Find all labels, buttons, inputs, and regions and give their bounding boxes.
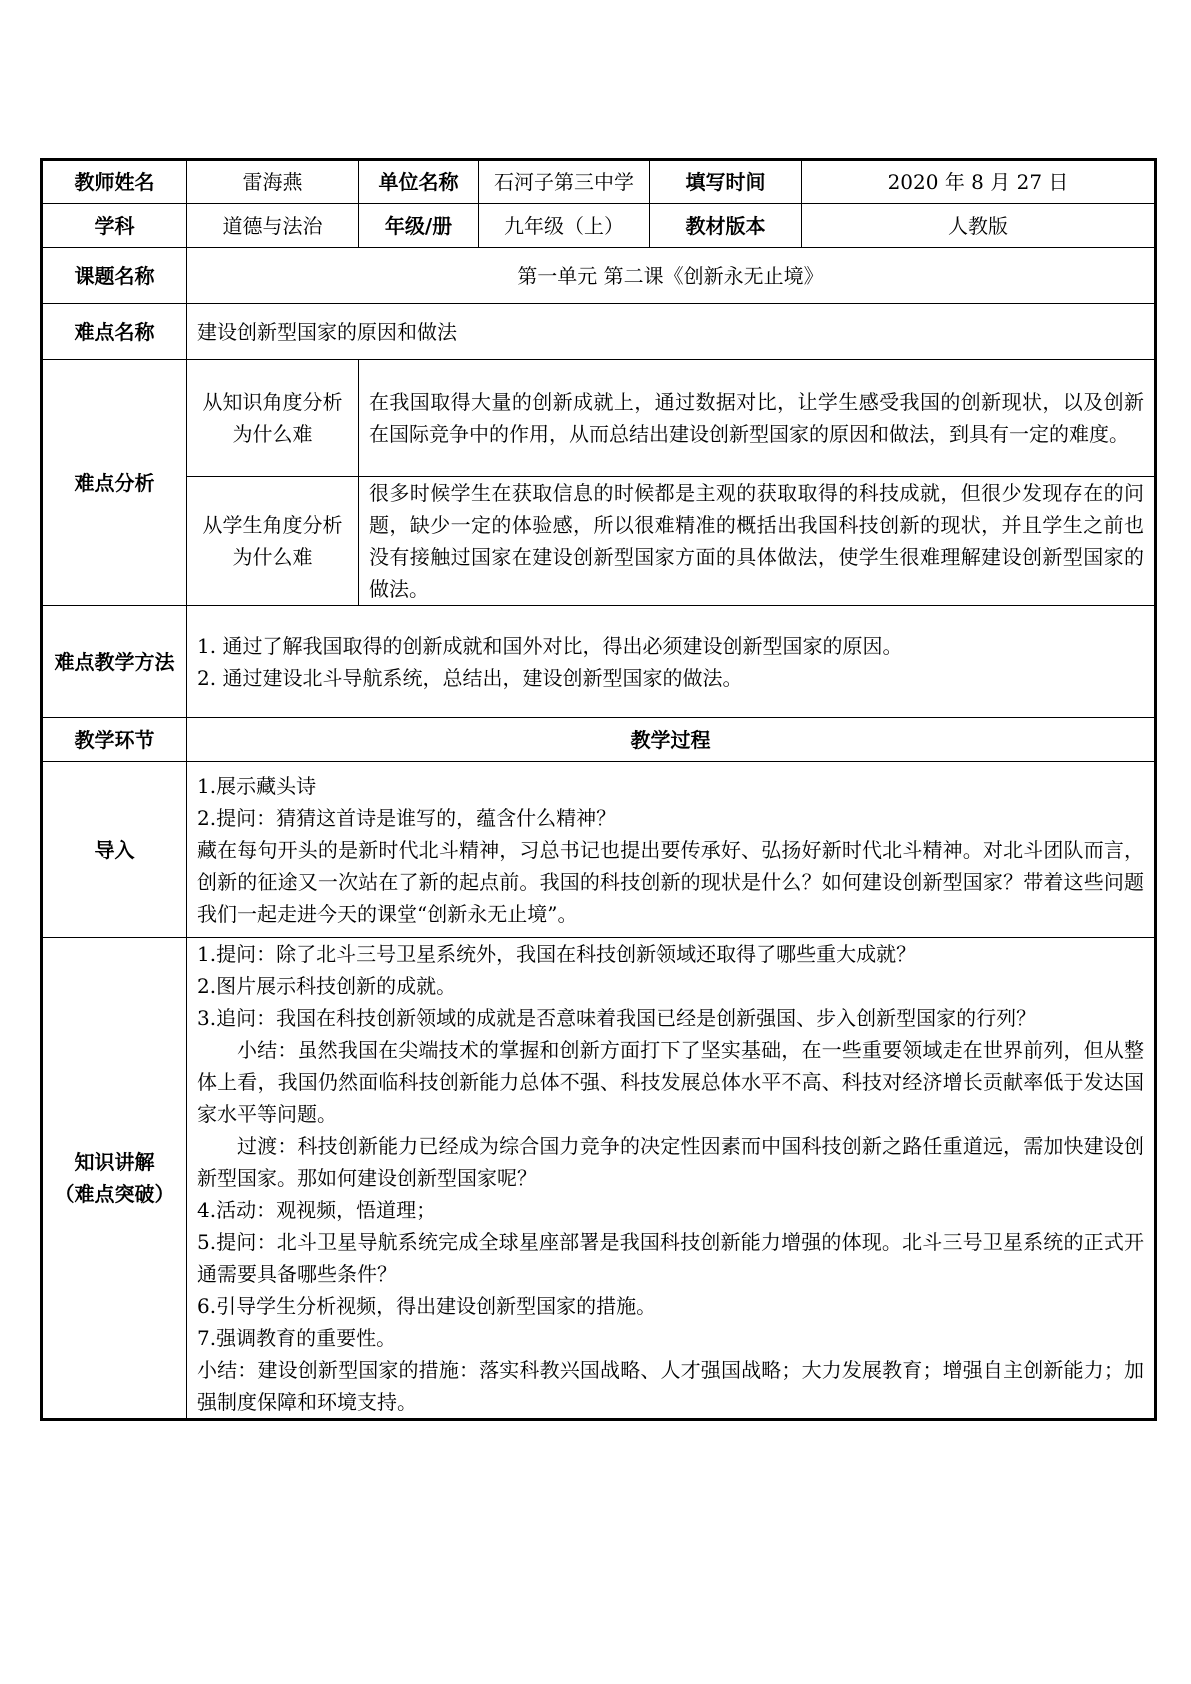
method-label: 难点教学方法 bbox=[42, 606, 187, 718]
grade-value: 九年级（上） bbox=[479, 204, 650, 248]
intro-line-2: 2.提问：猜猜这首诗是谁写的，蕴含什么精神？ bbox=[197, 805, 617, 830]
unit-name-label: 单位名称 bbox=[359, 160, 479, 204]
intro-line-3: 藏在每句开头的是新时代北斗精神，习总书记也提出要传承好、弘扬好新时代北斗精神。对北斗团队而言，创新的征途又一次站在了新的起点前。我国的科技创新的现状是什么？如何建设创新型国家？带着这些问题我们一起走进今天的课堂“创新永无止境”。 bbox=[197, 837, 1144, 926]
intro-content bbox=[187, 762, 1156, 938]
knowledge-angle-label bbox=[187, 360, 359, 477]
knowledge-angle-line-1: 从知识角度分析 bbox=[202, 390, 343, 414]
knowledge-summary-2: 小结：建设创新型国家的措施：落实科教兴国战略、人才强国战略；大力发展教育；增强自主创新能力；加强制度保障和环境支持。 bbox=[197, 1358, 1144, 1414]
topic-label: 课题名称 bbox=[42, 248, 187, 304]
subject-label: 学科 bbox=[42, 204, 187, 248]
knowledge-line-4: 4.活动：观视频，悟道理； bbox=[197, 1198, 437, 1222]
knowledge-content bbox=[187, 938, 1156, 1420]
knowledge-label bbox=[42, 938, 187, 1420]
fill-date-label: 填写时间 bbox=[650, 160, 802, 204]
difficulty-value: 建设创新型国家的原因和做法 bbox=[187, 304, 1156, 360]
knowledge-summary-1: 小结：虽然我国在尖端技术的掌握和创新方面打下了坚实基础，在一些重要领域走在世界前列，但从整体上看，我国仍然面临科技创新能力总体不强、科技发展总体水平不高、科技对经济增长贡献率低于发达国家水平等问题。 bbox=[197, 1038, 1144, 1126]
difficulty-label: 难点名称 bbox=[42, 304, 187, 360]
header-row-1 bbox=[42, 160, 1156, 204]
method-row bbox=[42, 606, 1156, 718]
stage-header-label: 教学环节 bbox=[42, 718, 187, 762]
knowledge-label-line-2: （难点突破） bbox=[54, 1182, 175, 1206]
edition-label: 教材版本 bbox=[650, 204, 802, 248]
lesson-plan-table bbox=[40, 158, 1157, 1421]
method-line-1: 1. 通过了解我国取得的创新成就和国外对比，得出必须建设创新型国家的原因。 bbox=[197, 633, 903, 658]
process-header-row bbox=[42, 718, 1156, 762]
teacher-name-value: 雷海燕 bbox=[187, 160, 359, 204]
grade-label: 年级/册 bbox=[359, 204, 479, 248]
analysis-student-row bbox=[42, 477, 1156, 606]
intro-line-1: 1.展示藏头诗 bbox=[197, 773, 317, 798]
knowledge-line-6: 6.引导学生分析视频，得出建设创新型国家的措施。 bbox=[197, 1294, 657, 1318]
knowledge-line-3: 3.追问：我国在科技创新领域的成就是否意味着我国已经是创新强国、步入创新型国家的行列？ bbox=[197, 1006, 1037, 1030]
knowledge-line-1: 1.提问：除了北斗三号卫星系统外，我国在科技创新领域还取得了哪些重大成就？ bbox=[197, 942, 917, 966]
topic-value: 第一单元 第二课《创新永无止境》 bbox=[187, 248, 1156, 304]
method-line-2: 2. 通过建设北斗导航系统，总结出，建设创新型国家的做法。 bbox=[197, 665, 743, 690]
header-row-2 bbox=[42, 204, 1156, 248]
knowledge-line-7: 7.强调教育的重要性。 bbox=[197, 1326, 397, 1350]
edition-value: 人教版 bbox=[802, 204, 1156, 248]
unit-name-value: 石河子第三中学 bbox=[479, 160, 650, 204]
intro-row bbox=[42, 762, 1156, 938]
intro-label: 导入 bbox=[42, 762, 187, 938]
knowledge-transition: 过渡：科技创新能力已经成为综合国力竞争的决定性因素而中国科技创新之路任重道远，需加快建设创新型国家。那如何建设创新型国家呢？ bbox=[197, 1134, 1144, 1190]
method-content bbox=[187, 606, 1156, 718]
subject-value: 道德与法治 bbox=[187, 204, 359, 248]
difficulty-row bbox=[42, 304, 1156, 360]
process-header-label: 教学过程 bbox=[187, 718, 1156, 762]
knowledge-angle-text: 在我国取得大量的创新成就上，通过数据对比，让学生感受我国的创新现状，以及创新在国际竞争中的作用，从而总结出建设创新型国家的原因和做法，到具有一定的难度。 bbox=[359, 360, 1156, 477]
fill-date-value: 2020 年 8 月 27 日 bbox=[802, 160, 1156, 204]
knowledge-row bbox=[42, 938, 1156, 1420]
teacher-name-label: 教师姓名 bbox=[42, 160, 187, 204]
analysis-knowledge-row bbox=[42, 360, 1156, 477]
student-angle-text: 很多时候学生在获取信息的时候都是主观的获取取得的科技成就，但很少发现存在的问题，缺少一定的体验感，所以很难精准的概括出我国科技创新的现状，并且学生之前也没有接触过国家在建设创新型国家方面的具体做法，使学生很难理解建设创新型国家的做法。 bbox=[359, 477, 1156, 606]
knowledge-label-line-1: 知识讲解 bbox=[74, 1150, 155, 1174]
knowledge-line-5: 5.提问：北斗卫星导航系统完成全球星座部署是我国科技创新能力增强的体现。北斗三号卫星系统的正式开通需要具备哪些条件？ bbox=[197, 1230, 1144, 1286]
topic-row bbox=[42, 248, 1156, 304]
student-angle-label bbox=[187, 477, 359, 606]
analysis-label: 难点分析 bbox=[42, 360, 187, 606]
knowledge-line-2: 2.图片展示科技创新的成就。 bbox=[197, 974, 457, 998]
knowledge-angle-line-2: 为什么难 bbox=[232, 422, 313, 446]
student-angle-line-2: 为什么难 bbox=[232, 545, 313, 569]
student-angle-line-1: 从学生角度分析 bbox=[202, 513, 343, 537]
